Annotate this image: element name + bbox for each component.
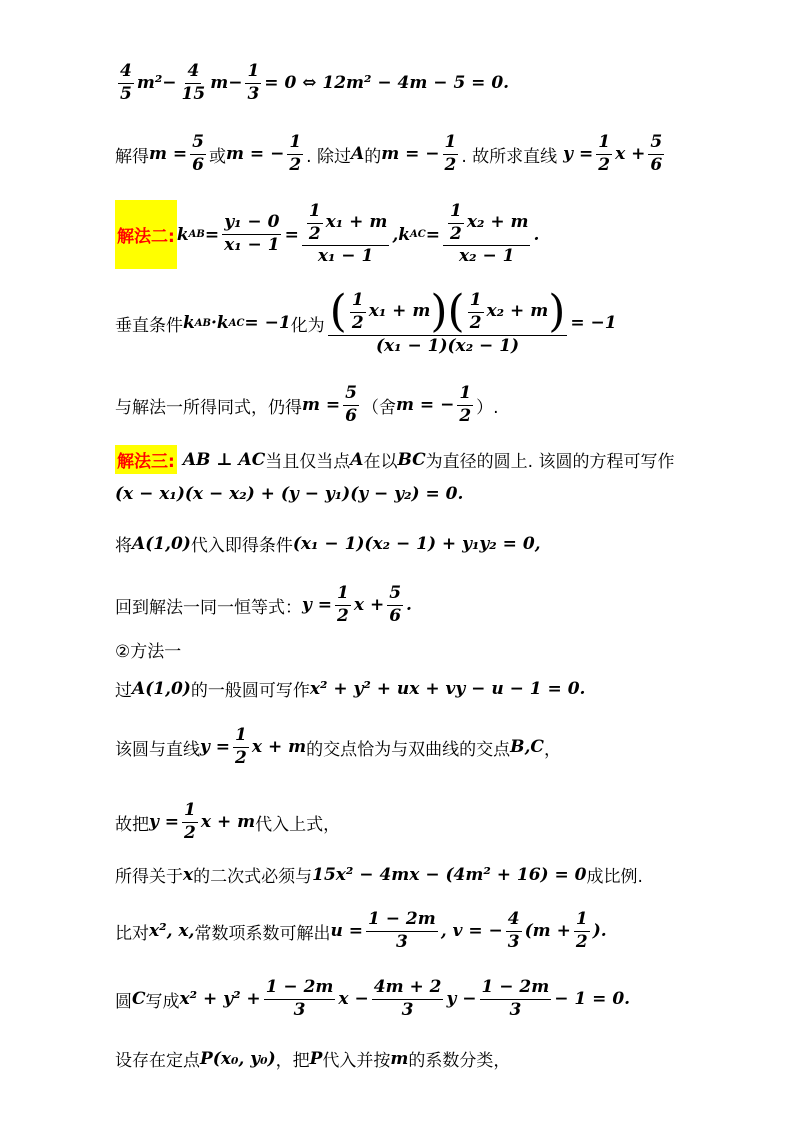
general-circle-line: 过 A(1,0) 的一般圆可写作 x² + y² + ux + vy − u − 1 = 0.: [115, 678, 586, 701]
back-to-method-one-line: 回到解法一同一恒等式： y = $\frac{1}{2}$ x + $\frac{5}{6}$ .: [115, 583, 412, 626]
fixed-point-line: 设存在定点 P(x₀, y₀) ，把 P 代入并按 m 的系数分类，: [115, 1048, 511, 1071]
method-three-line: 解法三: AB ⊥ AC 当且仅当点 A 在以 BC 为直径的圆上. 该圆的方程可写作: [115, 445, 760, 474]
method-two-line: 解法二: k AB = $\frac{\text{y₁ − 0}}{\text{x₁ − 1}}$ = $\frac{1}{2}$ x₁ + m x₁ − 1 , k AC = $\frac{1}{2}$ x₂ + m x₂ − 1 .: [115, 200, 760, 269]
fraction: $\frac{4}{5}$: [120, 61, 132, 104]
substitution-line: 将 A(1,0) 代入即得条件 (x₁ − 1)(x₂ − 1) + y₁y₂ = 0,: [115, 533, 541, 556]
substitute-line: 故把 y = $\frac{1}{2}$ x + m 代入上式，: [115, 800, 341, 843]
perpendicular-condition-line: 垂直条件 k AB · k AC = −1 化为 ( $\frac{1}{2}$ x₁ + m )( $\frac{1}{2}$ x₂ + m ) (x₁ − 1)(x₂ − 1) = −1: [115, 286, 617, 356]
same-result-line: 与解法一所得同式，仍得 m = $\frac{5}{6}$ （舍 m = − $\frac{1}{2}$ ）.: [115, 383, 499, 426]
proportional-line: 所得关于 x 的二次式必须与 15x² − 4mx − (4m² + 16) = 0 成比例.: [115, 864, 643, 887]
method-three-label: 解法三:: [115, 445, 177, 474]
method-two-label: 解法二:: [115, 200, 177, 269]
solution-line: 解得 m = $\frac{5}{6}$ 或 m = − $\frac{1}{2}$ . 除过 A 的 m = − $\frac{1}{2}$ . 故所求直线 y = $\frac{1}{2}$ x + $\frac{5}{6}$: [115, 132, 663, 175]
coefficient-compare-line: 比对 x², x, 常数项系数可解出 u = $\frac{1 - 2m}{3}$ , v = − $\frac{4}{3}$ (m + $\frac{1}{2}$ ).: [115, 909, 607, 952]
circle-equation-line: (x − x₁)(x − x₂) + (y − y₁)(y − y₂) = 0.: [115, 484, 464, 504]
intersection-line: 该圆与直线 y = $\frac{1}{2}$ x + m 的交点恰为与双曲线的交点 B,C ，: [115, 725, 561, 768]
circle-c-line: 圆 C 写成 x² + y² + $\frac{1 - 2m}{3}$ x − $\frac{4m + 2}{3}$ y − $\frac{1 - 2m}{3}$ − 1 = 0.: [115, 977, 631, 1020]
equation-line-1: $\frac{4}{5}$ m² − $\frac{4}{15}$ m − $\frac{1}{3}$ = 0 ⇔ 12m² − 4m − 5 = 0.: [120, 61, 510, 104]
fraction: $\frac{4}{15}$: [181, 61, 206, 104]
fraction: $\frac{1}{3}$: [247, 61, 260, 104]
section-heading: ②方法一: [115, 642, 182, 662]
